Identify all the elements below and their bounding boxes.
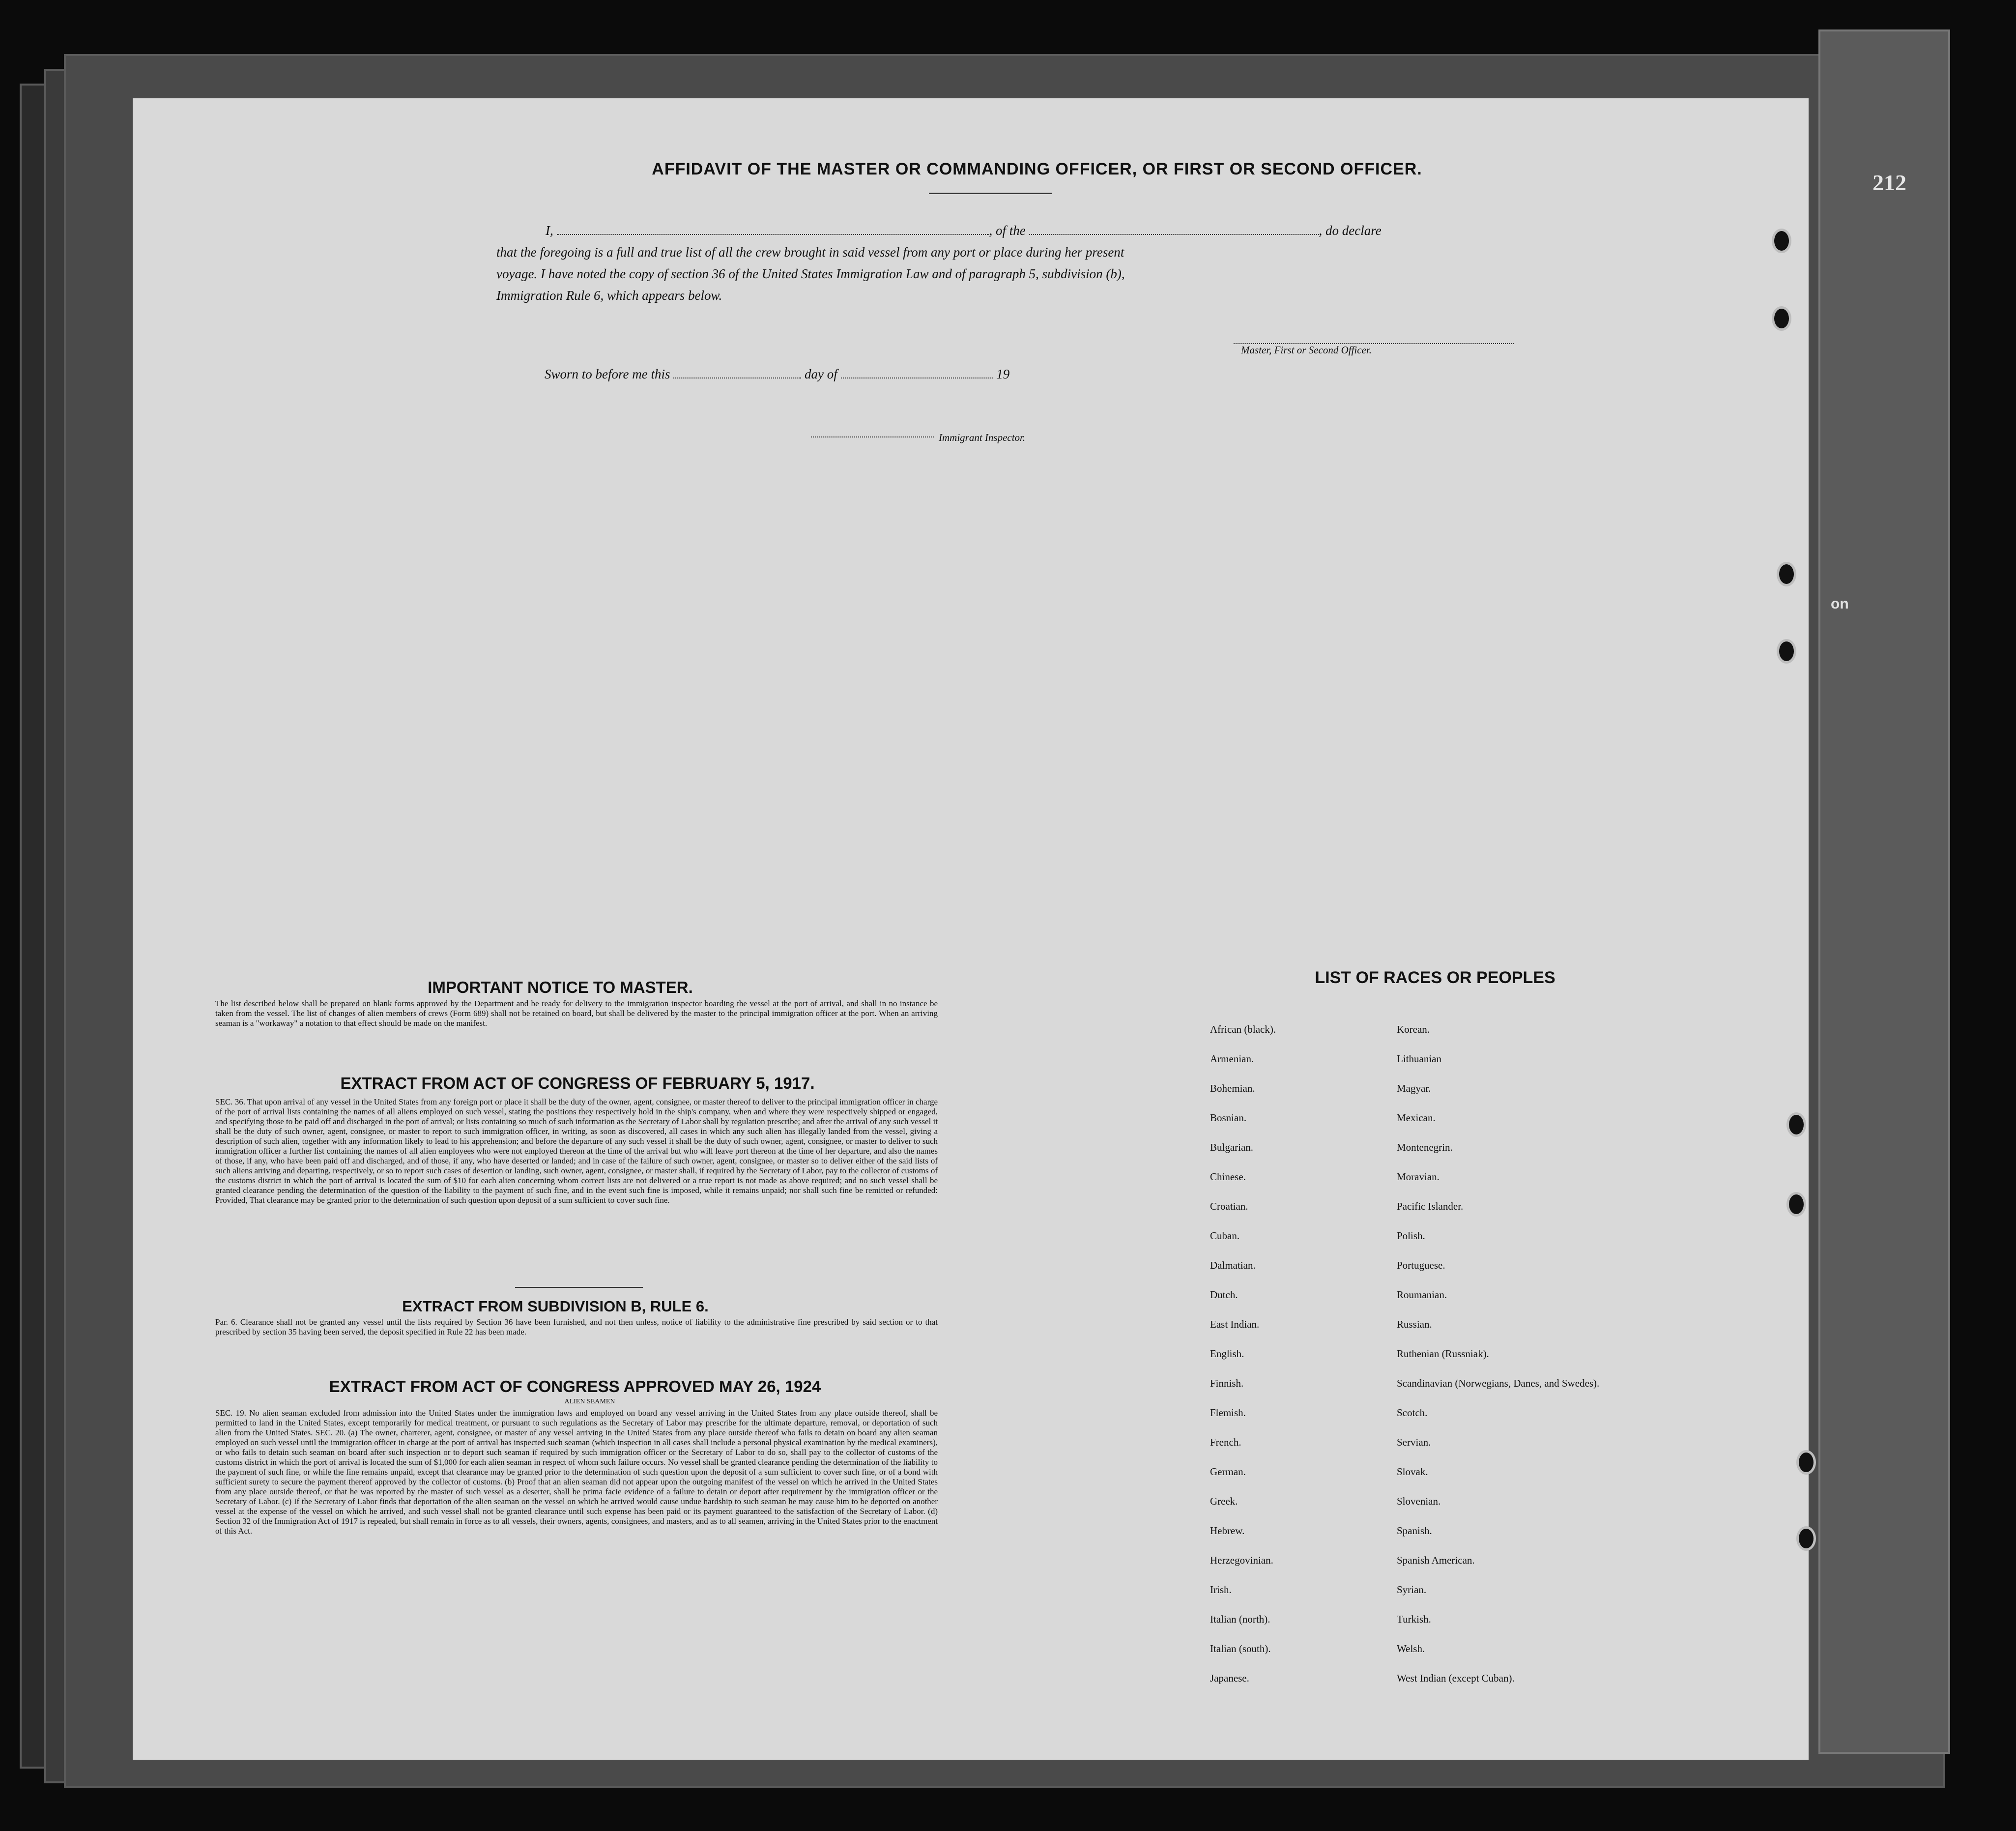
signature-line bbox=[1234, 334, 1514, 344]
race-item: Portuguese. bbox=[1397, 1259, 1445, 1271]
divider bbox=[515, 1287, 643, 1288]
binder-hole bbox=[1799, 1529, 1814, 1548]
race-item: Herzegovinian. bbox=[1210, 1554, 1273, 1566]
race-item: Syrian. bbox=[1397, 1584, 1427, 1596]
race-item: Slovak. bbox=[1397, 1466, 1428, 1478]
race-item: Bulgarian. bbox=[1210, 1141, 1254, 1153]
race-item: Mexican. bbox=[1397, 1112, 1436, 1124]
underlying-page-edge bbox=[1818, 29, 1950, 1754]
races-title: LIST OF RACES OR PEOPLES bbox=[1315, 968, 1555, 987]
race-item: Dutch. bbox=[1210, 1289, 1238, 1301]
race-item: Chinese. bbox=[1210, 1171, 1246, 1183]
race-item: Polish. bbox=[1397, 1230, 1425, 1242]
divider bbox=[929, 193, 1052, 194]
race-item: Cuban. bbox=[1210, 1230, 1240, 1242]
race-item: Korean. bbox=[1397, 1023, 1430, 1035]
extract-1924-body: SEC. 19. No alien seaman excluded from admission into the United States under the immigration laws and employed on board any vessel arriving in the United States from any place outside thereof, shall be permitted to land in the United States, except temporarily for medical treatment, or pursuant to such regulations as the Secretary of Labor may prescribe for the ultimate departure, removal, or deportation of such alien from the United States. SEC. 20. (a) The owner, charterer, agent, consignee, or master of any vessel arriving in the United States from any place outside thereof who fails to detain on board any alien seaman employed on such vessel until the immigration officer in charge at the port of arrival has inspected such seaman (which inspection in all cases shall include a personal physical examination by the medical examiners), or who fails to detain such seaman on board after such inspection or to deport such seaman if required by such immigration officer or the Secretary of Labor to do so, shall pay to the collector of customs of the customs district in which the port of arrival is located the sum of $1,000 for each alien seaman in respect of whom such failure occurs. No vessel shall be granted clearance pending the determination of the liability to the payment of such fine, or while the fine remains unpaid, except that clearance may be granted prior to the determination of such question upon the deposit of a sum sufficient to cover such fine, or of a bond with sufficient surety to secure the payment thereof approved by the collector of customs. (b) Proof that an alien seaman did not appear upon the outgoing manifest of the vessel on which he arrived in the United States from any place outside thereof, or that he was reported by the master of such vessel as a deserter, shall be prima facie evidence of a failure to detain or deport after requirement by the immigration officer or the Secretary of Labor. (c) If the Secretary of Labor finds that deportation of the alien seaman on the vessel on which he arrived would cause undue hardship to such seaman he may cause him to be deported on another vessel at the expense of the vessel on which he arrived, and such vessel shall not be granted clearance until such expense has been paid or its payment guaranteed to the satisfaction of the Secretary of Labor. (d) Section 32 of the Immigration Act of 1917 is repealed, but shall remain in force as to all vessels, their owners, agents, consignees, and masters, and as to all seamen, arriving in the United States prior to the enactment of this Act. bbox=[215, 1408, 938, 1536]
race-item: Irish. bbox=[1210, 1584, 1232, 1596]
race-item: Bosnian. bbox=[1210, 1112, 1247, 1124]
race-item: Italian (north). bbox=[1210, 1613, 1270, 1625]
affidavit-line-1: I, , of the , do declare bbox=[546, 223, 1382, 238]
race-item: Slovenian. bbox=[1397, 1495, 1441, 1507]
race-item: Hebrew. bbox=[1210, 1525, 1245, 1537]
race-item: German. bbox=[1210, 1466, 1246, 1478]
race-item: Servian. bbox=[1397, 1436, 1431, 1448]
race-item: African (black). bbox=[1210, 1023, 1276, 1035]
race-item: Japanese. bbox=[1210, 1672, 1249, 1684]
race-item: Armenian. bbox=[1210, 1053, 1254, 1065]
binder-hole bbox=[1799, 1453, 1814, 1472]
binder-hole bbox=[1779, 641, 1794, 661]
races-right-column bbox=[1397, 1023, 1628, 1702]
races-left-column bbox=[1210, 1023, 1397, 1702]
manifest-page bbox=[133, 98, 1809, 1760]
binder-hole bbox=[1774, 309, 1789, 328]
extract-1917-body: SEC. 36. That upon arrival of any vessel in the United States from any foreign port or place it shall be the duty of the owner, agent, consignee, or master thereof to deliver to the principal immigration officer in charge of the port of arrival lists containing the names of all aliens employed on such vessel, stating the positions they respectively hold in the ship's company, when and where they were respectively shipped or engaged, and specifying those to be paid off and discharged in the port of arrival; or lists containing so much of such information as the Secretary of Labor shall by regulation prescribe; and after the arrival of any such vessel it shall be the duty of such owner, agent, consignee, or master to report to such immigration officer, in writing, as soon as discovered, all cases in which any such alien has illegally landed from the vessel, giving a description of such alien, together with any information likely to lead to his apprehension; and before the departure of any such vessel it shall be the duty of such owner, agent, consignee, or master to deliver to such immigration officer a further list containing the names of all alien employees who were not employed thereon at the time of the arrival but who will leave port thereon at the time of her departure, and also the names of those, if any, who have been paid off and discharged, and of those, if any, who have deserted or landed; and in case of the failure of such owner, agent, consignee, or master so to deliver either of the said lists of such aliens arriving and departing, respectively, or so to report such cases of desertion or landing, such owner, agent, consignee, or master shall, if required by the Secretary of Labor, pay to the collector of customs of the customs district in which the port of arrival is located the sum of $10 for each alien concerning whom correct lists are not delivered or a true report is not made as above required; and no such vessel shall be granted clearance pending the determination of the question of the liability to the payment of such fine, and in the event such fine is imposed, while it remains unpaid; nor shall such fine be remitted or refunded: Provided, That clearance may be granted prior to the determination of such question upon deposit of a sum sufficient to cover such fine. bbox=[215, 1097, 938, 1205]
race-item: East Indian. bbox=[1210, 1318, 1260, 1330]
race-item: Scandinavian (Norwegians, Danes, and Swedes). bbox=[1397, 1377, 1600, 1389]
affidavit-line-4: Immigration Rule 6, which appears below. bbox=[496, 288, 722, 303]
vessel-blank bbox=[1029, 225, 1319, 235]
binder-hole bbox=[1789, 1115, 1804, 1134]
signature-label: Master, First or Second Officer. bbox=[1241, 344, 1372, 356]
extract-1917-title: EXTRACT FROM ACT OF CONGRESS OF FEBRUARY 5, 1917. bbox=[340, 1074, 815, 1092]
race-item: Russian. bbox=[1397, 1318, 1432, 1330]
race-item: Bohemian. bbox=[1210, 1082, 1255, 1094]
race-item: Magyar. bbox=[1397, 1082, 1431, 1094]
race-item: Lithuanian bbox=[1397, 1053, 1441, 1065]
binder-hole bbox=[1789, 1194, 1804, 1214]
inspector-line bbox=[811, 428, 934, 437]
race-item: Italian (south). bbox=[1210, 1643, 1271, 1655]
race-item: English. bbox=[1210, 1348, 1244, 1360]
race-item: Spanish. bbox=[1397, 1525, 1432, 1537]
extract-1924-title: EXTRACT FROM ACT OF CONGRESS APPROVED MAY 26, 1924 bbox=[329, 1377, 821, 1395]
race-item: Flemish. bbox=[1210, 1407, 1246, 1419]
race-item: Finnish. bbox=[1210, 1377, 1244, 1389]
binder-hole bbox=[1779, 564, 1794, 584]
race-item: Greek. bbox=[1210, 1495, 1238, 1507]
page-number: 212 bbox=[1872, 170, 1906, 195]
race-item: Croatian. bbox=[1210, 1200, 1248, 1212]
race-item: Scotch. bbox=[1397, 1407, 1428, 1419]
affidavit-title: AFFIDAVIT OF THE MASTER OR COMMANDING OFFICER, OR FIRST OR SECOND OFFICER. bbox=[652, 160, 1422, 178]
race-item: Ruthenian (Russniak). bbox=[1397, 1348, 1489, 1360]
race-item: Spanish American. bbox=[1397, 1554, 1475, 1566]
notice-title: IMPORTANT NOTICE TO MASTER. bbox=[428, 978, 693, 996]
extract-rule6-title: EXTRACT FROM SUBDIVISION B, RULE 6. bbox=[402, 1298, 709, 1315]
inspector-label: Immigrant Inspector. bbox=[939, 432, 1026, 443]
race-item: Pacific Islander. bbox=[1397, 1200, 1464, 1212]
race-item: French. bbox=[1210, 1436, 1241, 1448]
sworn-line: Sworn to before me this day of 19 bbox=[545, 367, 1010, 381]
race-item: Roumanian. bbox=[1397, 1289, 1447, 1301]
affidavit-line-3: voyage. I have noted the copy of section 36 of the United States Immigration Law and of paragraph 5, subdivision (b), bbox=[496, 266, 1125, 281]
notice-body: The list described below shall be prepared on blank forms approved by the Department and be ready for delivery to the immigration inspector boarding the vessel at the port of arrival, and shall in no instance be taken from the vessel. The list of changes of alien members of crews (Form 689) shall not be retained on board, but shall be delivered by the master to the principal immigration officer at the port. When an arriving seaman is a "workaway" a notation to that effect should be made on the manifest. bbox=[215, 999, 938, 1028]
extract-1924-subtitle: ALIEN SEAMEN bbox=[564, 1398, 615, 1405]
underlying-text-fragment: on bbox=[1831, 596, 1849, 612]
race-item: Welsh. bbox=[1397, 1643, 1425, 1655]
affidavit-line-2: that the foregoing is a full and true list of all the crew brought in said vessel from any port or place during her present bbox=[496, 245, 1124, 260]
race-item: Dalmatian. bbox=[1210, 1259, 1256, 1271]
name-blank bbox=[557, 225, 989, 235]
race-item: Montenegrin. bbox=[1397, 1141, 1453, 1153]
binder-hole bbox=[1774, 231, 1789, 251]
race-item: West Indian (except Cuban). bbox=[1397, 1672, 1515, 1684]
race-item: Turkish. bbox=[1397, 1613, 1431, 1625]
race-item: Moravian. bbox=[1397, 1171, 1440, 1183]
extract-rule6-body: Par. 6. Clearance shall not be granted any vessel until the lists required by Section 36 have been furnished, and not then unless, notice of liability to the administrative fine prescribed by said section or to that prescribed by section 35 having been served, the deposit specified in Rule 22 has been made. bbox=[215, 1317, 938, 1337]
